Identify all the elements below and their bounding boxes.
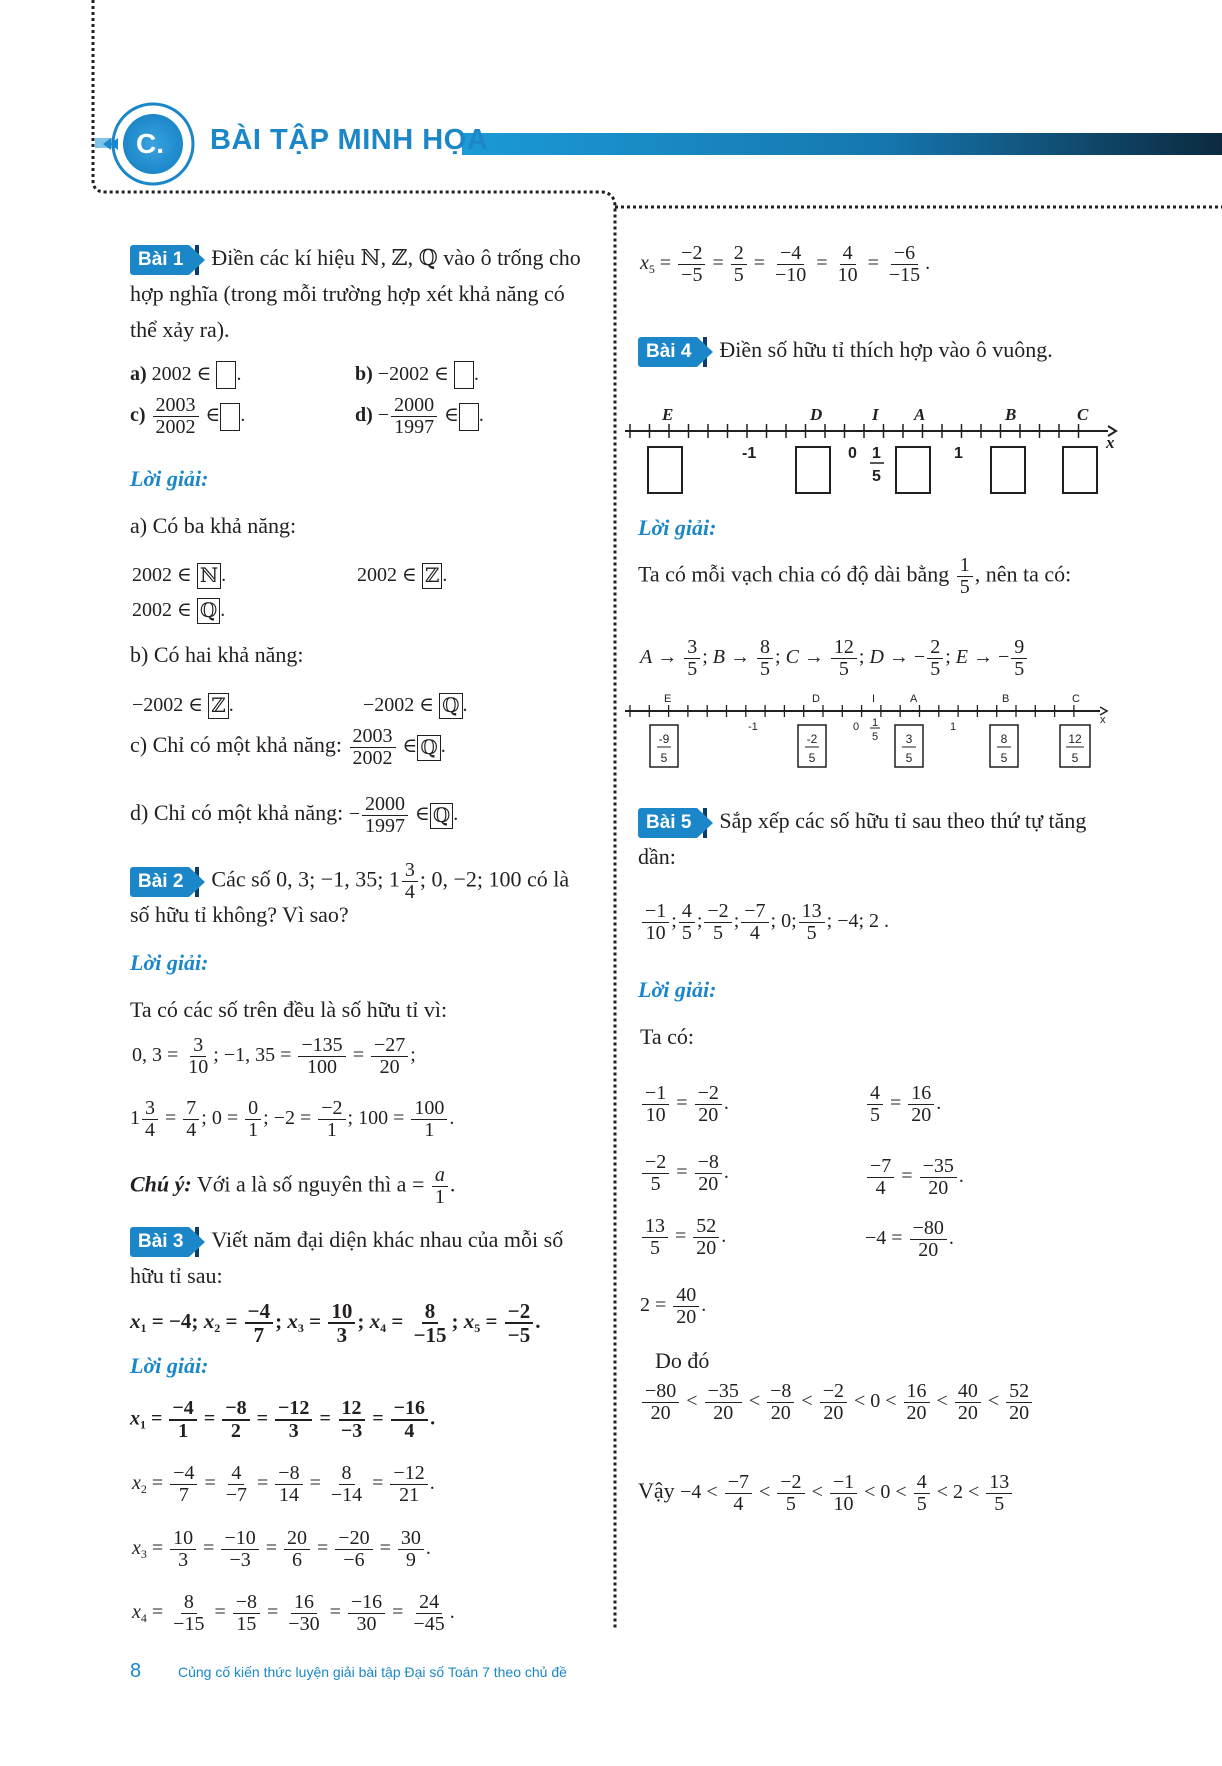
bai1-prompt: Điền các kí hiệu ℕ, ℤ, ℚ vào ô trống cho hợp nghĩa (trong mỗi trường hợp xét khả năng có thể xảy ra).	[130, 245, 581, 342]
bai1-sol-a: a) Có ba khả năng:	[130, 513, 297, 538]
point-i-label: I	[872, 405, 879, 424]
answer-box[interactable]	[454, 361, 474, 389]
bai4-solution-label: Lời giải:	[638, 515, 717, 540]
bai4-badge: Bài 4	[638, 337, 697, 367]
bai1-block	[130, 240, 590, 348]
svg-text:1: 1	[872, 717, 879, 729]
bai3-given: $x_1 = -4$; $x_2$ = $\frac{-4}{7}$ ; $x_3$ = $\frac{10}{3}$ ; $x_4$ = $\frac{8}{-15}$ ; $x_5$ = $\frac{-2}{-5}$ .	[130, 1299, 541, 1348]
svg-text:1: 1	[950, 721, 957, 733]
number-line-empty	[620, 400, 1140, 510]
point-c-label: C	[1077, 405, 1089, 424]
box-a[interactable]	[896, 447, 930, 493]
bai1-badge: Bài 1	[130, 245, 189, 275]
box-d[interactable]	[796, 447, 830, 493]
bai1-part-c: c) $\frac{2003}{2002}$ ∈ .	[130, 394, 246, 438]
bai5-conclusion: Vậy −4 < $\frac{-7}{4}$ < $\frac{-2}{5}$ < $\frac{-1}{10}$ < 0 < $\frac{4}{5}$ < 2 < $\frac{13}{5}$	[638, 1472, 1014, 1515]
point-d-label: D	[810, 405, 823, 424]
header-circle-letter: C.	[136, 128, 164, 159]
bai2-sol-line2: 1 $\frac{3}{4}$ = $\frac{7}{4}$ ; 0 = $\frac{0}{1}$ ; −2 = $\frac{-2}{1}$ ; 100 = $\frac{100}{1}$ .	[130, 1097, 455, 1141]
bai1-solution-label: Lời giải:	[130, 466, 209, 491]
axis-x-label: x	[1106, 433, 1115, 452]
svg-text:5: 5	[808, 751, 816, 765]
bai1-sol-a-n: 2002 ∈ ℕ .	[132, 564, 227, 588]
bai1-part-d: d) − $\frac{2000}{1997}$ ∈ .	[355, 394, 484, 438]
bai5-eq5: $\frac{13}{5}$ = $\frac{52}{20}$ .	[640, 1216, 726, 1259]
point-b-label: B	[1005, 405, 1017, 424]
bai1-sol-d: d) Chỉ có một khả năng: − $\frac{2000}{1997}$ ∈ ℚ .	[130, 793, 459, 837]
bai2-sol-intro: Ta có các số trên đều là số hữu tỉ vì:	[130, 997, 448, 1022]
box-e[interactable]	[648, 447, 682, 493]
bai3-x1: $x_1$ = $\frac{-4}{1}$ = $\frac{-8}{2}$ = $\frac{-12}{3}$ = $\frac{12}{-3}$ = $\frac{-16}{4}$ .	[130, 1397, 436, 1442]
bai5-eq2: $\frac{4}{5}$ = $\frac{16}{20}$ .	[865, 1083, 941, 1126]
bai4-sol-mapping: A → $\frac{3}{5}$ ; B → $\frac{8}{5}$ ; C → $\frac{12}{5}$ ; D → − $\frac{2}{5}$ ; E → − $\frac{9}{5}$	[640, 637, 1029, 680]
bai1-sol-a-q: 2002 ∈ ℚ .	[132, 599, 226, 623]
tick-label-0: 0	[848, 445, 857, 462]
svg-text:-2: -2	[806, 732, 818, 746]
bai5-ta-co: Ta có:	[640, 1024, 695, 1049]
svg-text:E: E	[664, 693, 672, 705]
bai1-sol-b-z: −2002 ∈ ℤ .	[132, 694, 234, 718]
svg-text:C: C	[1072, 693, 1080, 705]
svg-text:5: 5	[1000, 751, 1008, 765]
bai5-do-do: Do đó	[655, 1348, 710, 1373]
svg-text:B: B	[1002, 693, 1010, 705]
bai5-order-20: $\frac{-80}{20}$ < $\frac{-35}{20}$ < $\frac{-8}{20}$ < $\frac{-2}{20}$ < 0 < $\frac{16}{20}$ < $\frac{40}{20}$ < $\frac{52}{20}$	[640, 1381, 1034, 1424]
bai3-x5: $x_5$ = $\frac{-2}{-5}$ = $\frac{2}{5}$ = $\frac{-4}{-10}$ = $\frac{4}{10}$ = $\frac{-6}{-15}$ .	[640, 242, 931, 286]
answer-box[interactable]	[459, 403, 479, 431]
svg-text:0: 0	[853, 721, 860, 733]
bai1-part-b: b) −2002 ∈ .	[355, 361, 479, 389]
bai3-block: Bài 3 Viết năm đại diện khác nhau của mỗi số hữu tỉ sau:	[130, 1227, 564, 1288]
bai5-eq3: $\frac{-2}{5}$ = $\frac{-8}{20}$ .	[640, 1152, 729, 1195]
bai3-solution-label: Lời giải:	[130, 1353, 209, 1378]
bai4-block: Bài 4 Điền số hữu tỉ thích hợp vào ô vuông.	[638, 332, 1078, 368]
bai5-eq1: $\frac{-1}{10}$ = $\frac{-2}{20}$ .	[640, 1083, 729, 1126]
bai5-block: Bài 5 Sắp xếp các số hữu tỉ sau theo thứ tự tăng dần:	[638, 808, 1087, 869]
bai3-badge: Bài 3	[130, 1227, 189, 1257]
bai5-eq4: $\frac{-7}{4}$ = $\frac{-35}{20}$ .	[865, 1156, 964, 1199]
svg-text:8: 8	[1000, 732, 1008, 746]
answer-box[interactable]	[220, 403, 240, 431]
svg-text:-1: -1	[748, 721, 758, 733]
bai1-part-a: a) 2002 ∈ .	[130, 361, 241, 389]
svg-text:1: 1	[872, 445, 881, 462]
section-title: BÀI TẬP MINH HỌA	[210, 124, 489, 156]
bai3-x2: $x_2$ = $\frac{-4}{7}$ = $\frac{4}{-7}$ = $\frac{-8}{14}$ = $\frac{8}{-14}$ = $\frac{-12}{21}$ .	[132, 1462, 435, 1506]
book-title: Củng cố kiến thức luyện giải bài tập Đại số Toán 7 theo chủ đề	[178, 1664, 567, 1680]
bai3-x3: $x_3$ = $\frac{10}{3}$ = $\frac{-10}{-3}$ = $\frac{20}{6}$ = $\frac{-20}{-6}$ = $\frac{30}{9}$ .	[132, 1527, 431, 1571]
svg-text:5: 5	[660, 751, 668, 765]
bai2-solution-label: Lời giải:	[130, 950, 209, 975]
page-number: 8	[130, 1660, 142, 1682]
number-line-filled	[620, 690, 1140, 780]
bai5-badge: Bài 5	[638, 808, 697, 838]
bai1-sol-c: c) Chỉ có một khả năng: $\frac{2003}{2002}$ ∈ ℚ .	[130, 725, 446, 769]
svg-text:5: 5	[905, 751, 913, 765]
bai5-given: $\frac{-1}{10}$ ; $\frac{4}{5}$ ; $\frac{-2}{5}$ ; $\frac{-7}{4}$ ; 0; $\frac{13}{5}$ ; −4; 2 .	[640, 901, 889, 944]
point-a-label: A	[914, 405, 926, 424]
box-b[interactable]	[991, 447, 1025, 493]
bai2-badge: Bài 2	[130, 867, 189, 897]
answer-box[interactable]	[216, 361, 236, 389]
bai1-sol-b-q: −2002 ∈ ℚ .	[363, 694, 468, 718]
svg-text:x: x	[1100, 714, 1106, 726]
bai5-eq6: −4 = $\frac{-80}{20}$ .	[865, 1217, 954, 1261]
bai1-sol-b: b) Có hai khả năng:	[130, 642, 304, 667]
point-e-label: E	[662, 405, 674, 424]
svg-text:5: 5	[872, 468, 881, 485]
box-c[interactable]	[1063, 447, 1097, 493]
bai5-eq7: 2 = $\frac{40}{20}$ .	[640, 1284, 707, 1328]
bai2-prompt-line1: Bài 2 Các số 0, 3; −1, 35; 1 $\frac{3}{4}$ ; 0, −2; 100 có là	[130, 860, 569, 903]
svg-text:I: I	[872, 693, 876, 705]
bai4-sol-intro: Ta có mỗi vạch chia có độ dài bằng $\frac{1}{5}$ , nên ta có:	[638, 554, 1072, 598]
bai2-sol-line1: 0, 3 = $\frac{3}{10}$ ; −1, 35 = $\frac{-135}{100}$ = $\frac{-27}{20}$ ;	[132, 1034, 416, 1078]
bai3-x4: $x_4$ = $\frac{8}{-15}$ = $\frac{-8}{15}$ = $\frac{16}{-30}$ = $\frac{-16}{30}$ = $\frac{24}{-45}$ .	[132, 1591, 455, 1635]
bai5-solution-label: Lời giải:	[638, 977, 717, 1002]
tick-label-minus1: -1	[742, 445, 757, 462]
tick-label-1: 1	[954, 445, 963, 462]
svg-text:12: 12	[1068, 732, 1082, 746]
svg-text:A: A	[910, 693, 918, 705]
svg-text:3: 3	[905, 732, 913, 746]
svg-text:5: 5	[872, 731, 879, 743]
bai2-note: Chú ý: Với a là số nguyên thì a = $\frac{a}{1}$ .	[130, 1164, 456, 1208]
bai1-sol-a-z: 2002 ∈ ℤ .	[357, 564, 448, 588]
svg-text:D: D	[812, 693, 820, 705]
svg-text:-9: -9	[658, 732, 670, 746]
svg-text:5: 5	[1071, 751, 1079, 765]
bai2-prompt-line2: số hữu tỉ không? Vì sao?	[130, 902, 349, 927]
